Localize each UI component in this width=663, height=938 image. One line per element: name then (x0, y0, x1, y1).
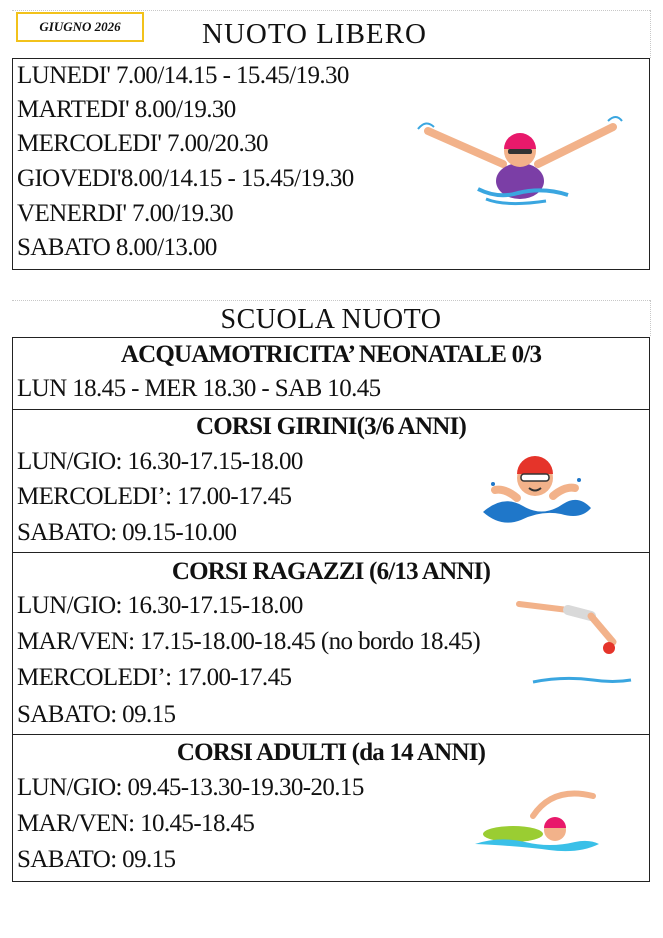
section-divider (13, 734, 649, 735)
diving-swimmer-icon (513, 592, 633, 692)
nuoto-libero-box (12, 58, 650, 270)
nuoto-libero-row: LUNEDI' 7.00/14.15 - 15.45/19.30 (17, 62, 349, 89)
section-row: LUN/GIO: 16.30-17.15-18.00 (17, 448, 303, 475)
section-divider (13, 552, 649, 553)
section-heading: CORSI ADULTI (da 14 ANNI) (176, 739, 486, 766)
section-row: LUN 18.45 - MER 18.30 - SAB 10.45 (17, 375, 381, 402)
scuola-dotted-border (12, 300, 650, 301)
freestyle-swimmer-icon (473, 786, 603, 866)
section-heading: ACQUAMOTRICITA’ NEONATALE 0/3 (120, 341, 542, 368)
nuoto-libero-title: NUOTO LIBERO (202, 18, 427, 50)
butterfly-swimmer-icon (408, 109, 633, 209)
header-dotted-border (12, 10, 650, 11)
scuola-nuoto-box (12, 337, 650, 882)
nuoto-libero-row: SABATO 8.00/13.00 (17, 234, 217, 261)
section-row: SABATO: 09.15 (17, 701, 176, 728)
nuoto-libero-row: MARTEDI' 8.00/19.30 (17, 96, 236, 123)
scuola-dotted-border-right (650, 300, 651, 336)
scuola-nuoto-title: SCUOLA NUOTO (220, 304, 442, 335)
month-badge: GIUGNO 2026 (16, 12, 144, 42)
header-dotted-border-right (650, 10, 651, 58)
child-swimmer-icon (475, 450, 595, 525)
section-heading: CORSI RAGAZZI (6/13 ANNI) (171, 558, 491, 585)
section-row: MERCOLEDI’: 17.00-17.45 (17, 483, 292, 510)
section-divider (13, 409, 649, 410)
section-row: LUN/GIO: 09.45-13.30-19.30-20.15 (17, 774, 364, 801)
section-row: SABATO: 09.15-10.00 (17, 519, 237, 546)
section-row: MERCOLEDI’: 17.00-17.45 (17, 664, 292, 691)
nuoto-libero-row: GIOVEDI'8.00/14.15 - 15.45/19.30 (17, 165, 354, 192)
nuoto-libero-row: VENERDI' 7.00/19.30 (17, 200, 234, 227)
section-row: MAR/VEN: 17.15-18.00-18.45 (no bordo 18.45) (17, 628, 481, 655)
nuoto-libero-row: MERCOLEDI' 7.00/20.30 (17, 130, 268, 157)
section-row: SABATO: 09.15 (17, 846, 176, 873)
section-row: MAR/VEN: 10.45-18.45 (17, 810, 255, 837)
section-heading: CORSI GIRINI(3/6 ANNI) (196, 413, 466, 440)
section-row: LUN/GIO: 16.30-17.15-18.00 (17, 592, 303, 619)
